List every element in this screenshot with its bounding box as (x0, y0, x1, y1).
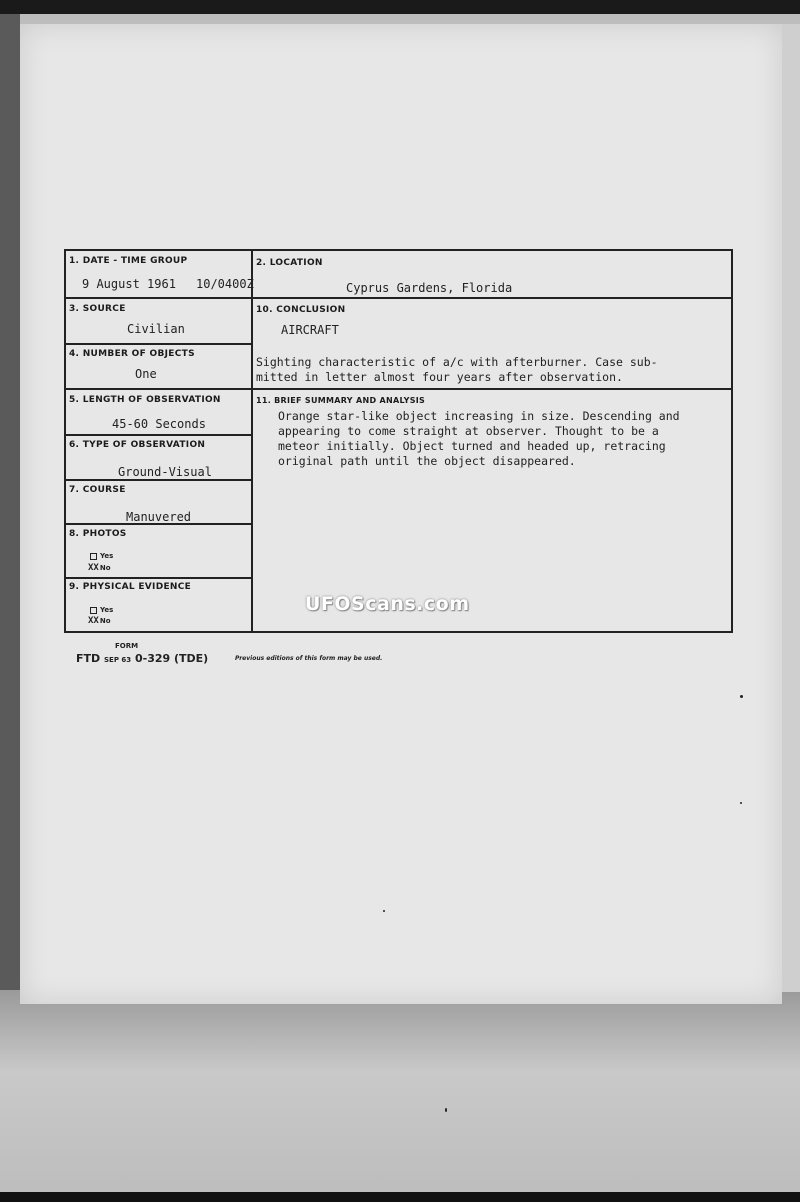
evidence-no-option (88, 616, 111, 626)
scan-underlay (0, 990, 800, 1195)
summary-text (278, 409, 728, 469)
course-value: Manuvered (126, 510, 192, 524)
footer-form-id: FTD (76, 652, 101, 665)
scan-speck (740, 695, 743, 698)
footer-form-id-line (76, 652, 208, 665)
objects-value: One (135, 367, 157, 381)
scan-speck (383, 910, 385, 912)
evidence-no-label: No (99, 617, 111, 625)
scan-speck (445, 1108, 447, 1112)
length-value: 45-60 Seconds (112, 417, 206, 431)
checked-x-icon: XX (88, 616, 99, 626)
conclusion-line: mitted in letter almost four years after observation. (256, 370, 623, 384)
photos-yes-label: Yes (100, 552, 114, 560)
footer-form-number: 0-329 (TDE) (134, 652, 209, 665)
form-rule (64, 297, 733, 299)
checked-x-icon: XX (88, 563, 99, 573)
date-value: 9 August 1961 (82, 277, 176, 291)
location-label: 2. LOCATION (256, 258, 323, 268)
photos-no-option (88, 563, 111, 573)
scan-speck (740, 802, 742, 804)
type-label: 6. TYPE OF OBSERVATION (69, 440, 206, 450)
course-label: 7. COURSE (69, 485, 126, 495)
type-value: Ground-Visual (118, 465, 212, 479)
watermark: UFOScans.com (305, 593, 470, 615)
form-divider (251, 250, 253, 633)
evidence-yes-option (90, 606, 113, 614)
length-label: 5. LENGTH OF OBSERVATION (69, 395, 221, 405)
form-rule (64, 343, 252, 345)
scan-top-border (0, 0, 800, 14)
conclusion-line: Sighting characteristic of a/c with afterburner. Case sub- (256, 355, 658, 369)
summary-line: appearing to come straight at observer. Thought to be a (278, 424, 659, 438)
date-label: 1. DATE - TIME GROUP (69, 256, 188, 266)
summary-line: meteor initially. Object turned and headed up, retracing (278, 439, 666, 453)
location-value: Cyprus Gardens, Florida (346, 281, 513, 295)
summary-label: 11. BRIEF SUMMARY AND ANALYSIS (256, 396, 426, 405)
checkbox-icon (90, 607, 97, 614)
time-value: 10/0400Z (196, 277, 254, 291)
scan-left-edge (0, 14, 20, 994)
form-rule (64, 434, 252, 436)
form-rule (64, 479, 252, 481)
evidence-yes-label: Yes (100, 606, 114, 614)
conclusion-value: AIRCRAFT (281, 323, 339, 337)
photos-label: 8. PHOTOS (69, 529, 127, 539)
source-value: Civilian (127, 322, 185, 336)
checkbox-icon (90, 553, 97, 560)
footer-note: Previous editions of this form may be used. (235, 655, 383, 662)
footer-form-word: FORM (115, 642, 139, 650)
summary-line: original path until the object disappeared. (278, 454, 576, 468)
form-rule (64, 577, 252, 579)
conclusion-text (256, 355, 726, 385)
footer-form-date: SEP 63 (104, 656, 132, 664)
form-rule (64, 388, 733, 390)
photos-no-label: No (99, 564, 111, 572)
objects-label: 4. NUMBER OF OBJECTS (69, 349, 195, 359)
summary-line: Orange star-like object increasing in size. Descending and (278, 409, 680, 423)
source-label: 3. SOURCE (69, 304, 126, 314)
photos-yes-option (90, 552, 113, 560)
scan-bottom-border (0, 1192, 800, 1202)
conclusion-label: 10. CONCLUSION (256, 305, 346, 315)
evidence-label: 9. PHYSICAL EVIDENCE (69, 582, 192, 592)
